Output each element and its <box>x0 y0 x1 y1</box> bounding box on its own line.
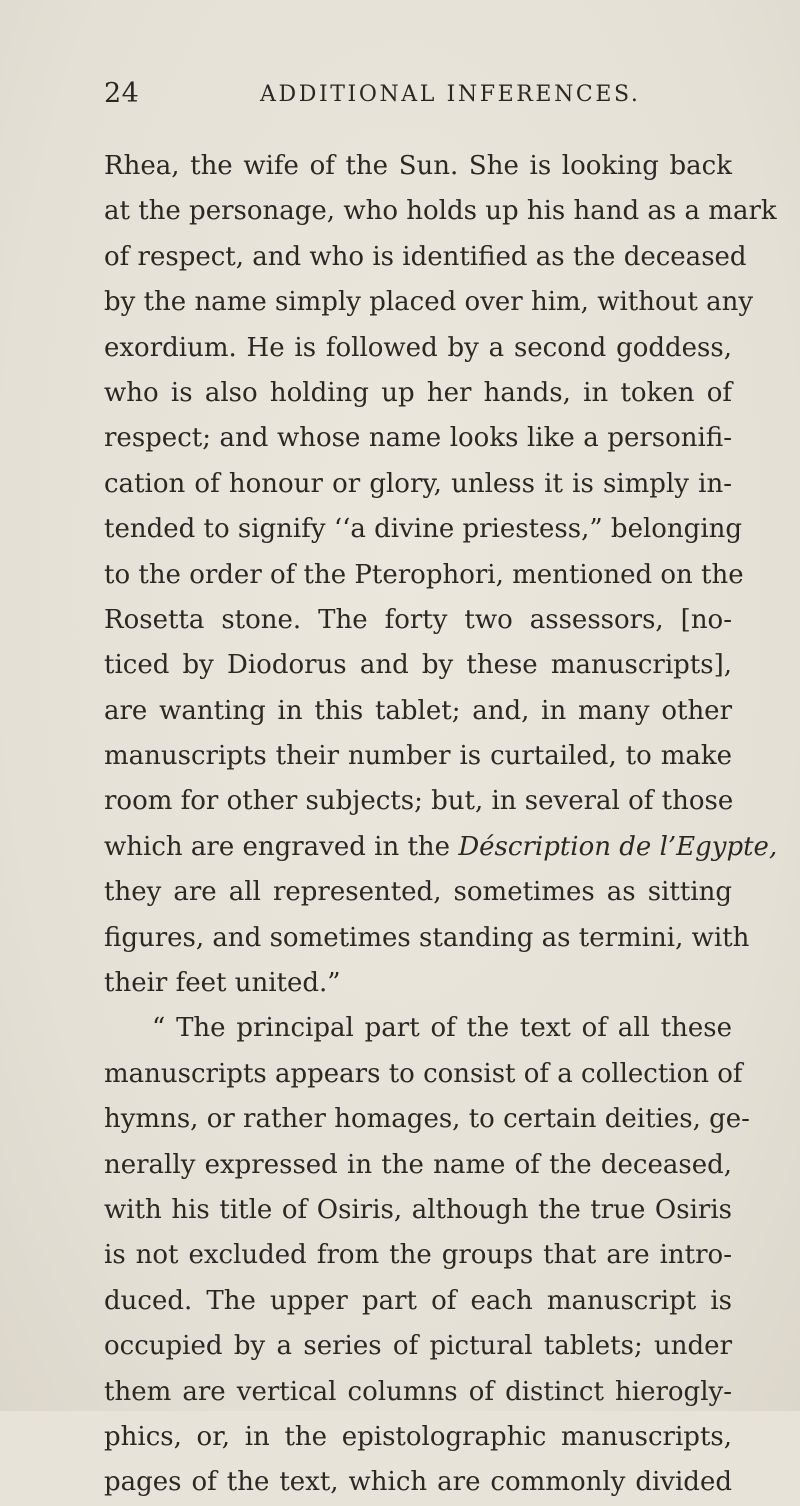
text-line: figures, and sometimes standing as termini, with <box>104 922 750 953</box>
text-line: manuscripts their number is curtailed, to make <box>104 741 732 772</box>
text-line: by the name simply placed over him, without any <box>104 287 754 318</box>
text-line: with his title of Osiris, although the true Osiris <box>104 1194 732 1225</box>
text-line: is not excluded from the groups that are intro- <box>104 1240 732 1271</box>
text-line: are wanting in this tablet; and, in many other <box>104 695 732 726</box>
text-line: who is also holding up her hands, in token of <box>104 377 732 408</box>
text-line: room for other subjects; but, in several of those <box>104 786 734 817</box>
text-segment: which are engraved in the <box>104 831 459 862</box>
text-line: tended to signify ‘‘a divine priestess,” belonging <box>104 514 743 545</box>
text-line: of respect, and who is identified as the deceased <box>104 241 747 272</box>
text-line: them are vertical columns of distinct hierogly- <box>104 1376 732 1407</box>
text-line: manuscripts appears to consist of a collection of <box>104 1058 743 1089</box>
text-line: Rhea, the wife of the Sun. She is looking back <box>104 151 732 181</box>
text-line: they are all represented, sometimes as sitting <box>104 877 732 908</box>
text-line: occupied by a series of pictural tablets; under <box>104 1331 732 1362</box>
text-line: phics, or, in the epistolographic manuscripts, <box>104 1421 732 1452</box>
text-line: to the order of the Pterophori, mentioned on the <box>104 559 744 590</box>
paragraph-end-line: their feet united.” <box>104 968 341 999</box>
body-text <box>104 144 778 1506</box>
text-line: pages of the text, which are commonly divided <box>104 1467 732 1498</box>
italic-title: Déscription de l’Egypte, <box>458 831 778 862</box>
text-line: exordium. He is followed by a second goddess, <box>104 332 732 363</box>
page-number: 24 <box>104 78 140 109</box>
running-head: ADDITIONAL INFERENCES. <box>260 82 641 107</box>
text-line: nerally expressed in the name of the deceased, <box>104 1149 732 1180</box>
text-line-with-italic <box>104 825 778 870</box>
page-header <box>104 78 724 118</box>
text-line: ticed by Diodorus and by these manuscripts], <box>104 650 732 681</box>
text-line: Rosetta stone. The forty two assessors, [no- <box>104 604 732 635</box>
text-line: respect; and whose name looks like a personifi- <box>104 423 732 454</box>
text-line: at the personage, who holds up his hand as a mark <box>104 196 777 227</box>
text-line: hymns, or rather homages, to certain deities, ge- <box>104 1104 750 1135</box>
text-line: cation of honour or glory, unless it is simply in- <box>104 468 732 499</box>
paragraph-start-line: “ The principal part of the text of all these <box>152 1013 732 1044</box>
text-line: duced. The upper part of each manuscript is <box>104 1285 732 1316</box>
